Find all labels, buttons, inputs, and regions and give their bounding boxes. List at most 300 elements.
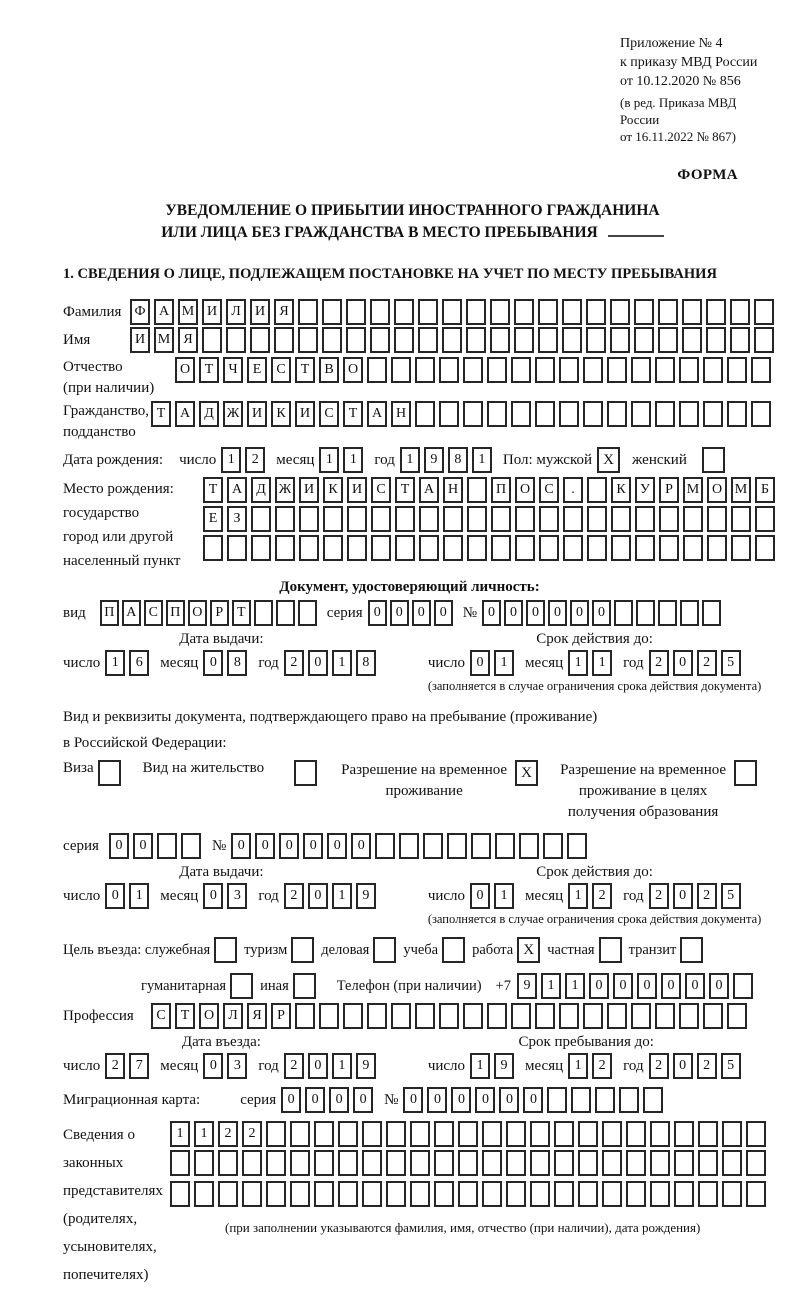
char-cell[interactable]: 9 [356,1053,376,1079]
char-cell[interactable] [439,357,459,383]
char-cell[interactable] [298,600,317,626]
char-cell[interactable] [394,327,414,353]
char-cell[interactable]: Р [659,477,679,503]
char-cell[interactable] [543,833,563,859]
char-cell[interactable] [491,506,511,532]
char-cell[interactable]: Е [203,506,223,532]
char-cell[interactable] [703,357,723,383]
char-cell[interactable] [607,1003,627,1029]
char-cell[interactable] [276,600,295,626]
char-cell[interactable]: Т [232,600,251,626]
char-cell[interactable]: Д [199,401,219,427]
char-cell[interactable] [643,1087,663,1113]
work-checkbox[interactable]: X [517,937,540,963]
char-cell[interactable] [415,1003,435,1029]
char-cell[interactable] [314,1150,334,1176]
char-cell[interactable]: И [250,299,270,325]
char-cell[interactable] [583,401,603,427]
char-cell[interactable] [595,1087,615,1113]
char-cell[interactable]: 0 [329,1087,349,1113]
char-cell[interactable] [530,1121,550,1147]
char-cell[interactable] [395,535,415,561]
char-cell[interactable] [731,535,751,561]
char-cell[interactable]: 0 [570,600,589,626]
char-cell[interactable] [490,299,510,325]
char-cell[interactable]: А [154,299,174,325]
char-cell[interactable] [619,1087,639,1113]
char-cell[interactable]: Я [247,1003,267,1029]
char-cell[interactable]: 1 [568,883,588,909]
char-cell[interactable] [727,357,747,383]
char-cell[interactable] [346,299,366,325]
char-cell[interactable] [679,401,699,427]
char-cell[interactable] [439,1003,459,1029]
study-checkbox[interactable] [442,937,465,963]
char-cell[interactable]: А [367,401,387,427]
char-cell[interactable] [295,1003,315,1029]
char-cell[interactable] [443,506,463,532]
private-checkbox[interactable] [599,937,622,963]
char-cell[interactable]: 1 [494,883,514,909]
char-cell[interactable]: 1 [568,1053,588,1079]
char-cell[interactable]: 0 [499,1087,519,1113]
char-cell[interactable] [731,506,751,532]
char-cell[interactable] [680,600,699,626]
char-cell[interactable] [679,357,699,383]
char-cell[interactable] [447,833,467,859]
char-cell[interactable] [559,357,579,383]
char-cell[interactable]: С [539,477,559,503]
char-cell[interactable]: Т [199,357,219,383]
char-cell[interactable]: Е [247,357,267,383]
char-cell[interactable] [583,357,603,383]
char-cell[interactable]: 0 [613,973,633,999]
char-cell[interactable]: И [295,401,315,427]
char-cell[interactable] [650,1121,670,1147]
char-cell[interactable]: Я [274,299,294,325]
char-cell[interactable]: Л [226,299,246,325]
char-cell[interactable] [511,357,531,383]
char-cell[interactable]: Т [343,401,363,427]
char-cell[interactable]: 9 [356,883,376,909]
char-cell[interactable] [636,600,655,626]
char-cell[interactable]: 1 [194,1121,214,1147]
char-cell[interactable]: 0 [673,883,693,909]
char-cell[interactable]: С [271,357,291,383]
char-cell[interactable] [362,1150,382,1176]
char-cell[interactable]: 1 [105,650,125,676]
char-cell[interactable]: 0 [308,1053,328,1079]
char-cell[interactable] [275,506,295,532]
char-cell[interactable] [254,600,273,626]
char-cell[interactable] [578,1121,598,1147]
char-cell[interactable] [751,357,771,383]
char-cell[interactable] [535,401,555,427]
char-cell[interactable] [419,506,439,532]
char-cell[interactable]: 0 [109,833,129,859]
char-cell[interactable]: 1 [568,650,588,676]
char-cell[interactable] [511,1003,531,1029]
char-cell[interactable]: В [319,357,339,383]
char-cell[interactable]: 2 [284,883,304,909]
char-cell[interactable]: 0 [709,973,729,999]
char-cell[interactable] [202,327,222,353]
char-cell[interactable]: 0 [685,973,705,999]
char-cell[interactable]: . [563,477,583,503]
char-cell[interactable] [338,1121,358,1147]
char-cell[interactable] [754,327,774,353]
char-cell[interactable] [506,1181,526,1207]
char-cell[interactable]: 0 [427,1087,447,1113]
char-cell[interactable]: 3 [227,883,247,909]
char-cell[interactable]: 0 [504,600,523,626]
char-cell[interactable] [367,357,387,383]
char-cell[interactable] [559,401,579,427]
char-cell[interactable]: 0 [203,1053,223,1079]
char-cell[interactable] [274,327,294,353]
char-cell[interactable] [487,357,507,383]
char-cell[interactable] [583,1003,603,1029]
char-cell[interactable] [218,1150,238,1176]
char-cell[interactable]: 0 [673,650,693,676]
char-cell[interactable] [266,1150,286,1176]
char-cell[interactable] [194,1150,214,1176]
char-cell[interactable] [443,535,463,561]
char-cell[interactable]: 0 [231,833,251,859]
char-cell[interactable] [218,1181,238,1207]
char-cell[interactable]: О [175,357,195,383]
char-cell[interactable] [319,1003,339,1029]
char-cell[interactable] [347,506,367,532]
char-cell[interactable]: А [227,477,247,503]
char-cell[interactable]: 0 [451,1087,471,1113]
char-cell[interactable] [467,535,487,561]
char-cell[interactable]: 1 [332,650,352,676]
char-cell[interactable] [683,535,703,561]
char-cell[interactable]: Т [175,1003,195,1029]
char-cell[interactable]: 0 [589,973,609,999]
char-cell[interactable]: 1 [129,883,149,909]
char-cell[interactable]: О [515,477,535,503]
char-cell[interactable]: 0 [279,833,299,859]
char-cell[interactable]: М [683,477,703,503]
char-cell[interactable] [535,357,555,383]
char-cell[interactable] [538,299,558,325]
char-cell[interactable]: О [343,357,363,383]
char-cell[interactable]: 2 [218,1121,238,1147]
char-cell[interactable] [733,973,753,999]
char-cell[interactable] [614,600,633,626]
char-cell[interactable]: 0 [470,650,490,676]
char-cell[interactable] [611,506,631,532]
char-cell[interactable] [751,401,771,427]
char-cell[interactable] [471,833,491,859]
char-cell[interactable]: 0 [305,1087,325,1113]
char-cell[interactable] [707,506,727,532]
transit-checkbox[interactable] [680,937,703,963]
char-cell[interactable] [519,833,539,859]
char-cell[interactable] [683,506,703,532]
char-cell[interactable] [658,600,677,626]
char-cell[interactable]: 2 [284,1053,304,1079]
char-cell[interactable] [674,1150,694,1176]
char-cell[interactable]: 0 [281,1087,301,1113]
char-cell[interactable] [227,535,247,561]
char-cell[interactable] [298,327,318,353]
char-cell[interactable]: 1 [400,447,420,473]
char-cell[interactable] [562,299,582,325]
char-cell[interactable] [722,1181,742,1207]
char-cell[interactable] [495,833,515,859]
char-cell[interactable] [514,327,534,353]
char-cell[interactable]: 0 [308,883,328,909]
char-cell[interactable] [370,299,390,325]
char-cell[interactable] [181,833,201,859]
char-cell[interactable] [266,1181,286,1207]
char-cell[interactable] [242,1150,262,1176]
char-cell[interactable] [371,535,391,561]
char-cell[interactable] [635,506,655,532]
char-cell[interactable] [559,1003,579,1029]
char-cell[interactable] [487,401,507,427]
char-cell[interactable]: 0 [523,1087,543,1113]
visa-checkbox[interactable] [98,760,121,786]
char-cell[interactable] [415,357,435,383]
char-cell[interactable]: 8 [227,650,247,676]
char-cell[interactable] [746,1150,766,1176]
char-cell[interactable] [746,1121,766,1147]
char-cell[interactable] [463,401,483,427]
char-cell[interactable]: О [707,477,727,503]
char-cell[interactable] [442,299,462,325]
char-cell[interactable] [586,327,606,353]
char-cell[interactable] [698,1150,718,1176]
char-cell[interactable]: 5 [721,883,741,909]
residence-permit-checkbox[interactable] [294,760,317,786]
char-cell[interactable] [674,1121,694,1147]
char-cell[interactable]: 0 [203,650,223,676]
char-cell[interactable]: Н [443,477,463,503]
char-cell[interactable] [170,1150,190,1176]
char-cell[interactable] [611,535,631,561]
male-checkbox[interactable]: X [597,447,620,473]
char-cell[interactable] [703,1003,723,1029]
char-cell[interactable] [607,401,627,427]
char-cell[interactable]: 2 [649,883,669,909]
char-cell[interactable]: 2 [592,883,612,909]
char-cell[interactable] [730,327,750,353]
char-cell[interactable] [602,1121,622,1147]
char-cell[interactable] [423,833,443,859]
char-cell[interactable] [587,477,607,503]
char-cell[interactable] [679,1003,699,1029]
char-cell[interactable]: П [491,477,511,503]
char-cell[interactable] [706,327,726,353]
char-cell[interactable]: 1 [494,650,514,676]
char-cell[interactable] [338,1150,358,1176]
char-cell[interactable] [323,535,343,561]
char-cell[interactable] [371,506,391,532]
char-cell[interactable] [631,357,651,383]
char-cell[interactable] [290,1181,310,1207]
char-cell[interactable]: Д [251,477,271,503]
char-cell[interactable]: 9 [517,973,537,999]
char-cell[interactable] [463,357,483,383]
char-cell[interactable] [347,535,367,561]
char-cell[interactable]: Ж [223,401,243,427]
char-cell[interactable]: Т [295,357,315,383]
char-cell[interactable] [323,506,343,532]
char-cell[interactable] [490,327,510,353]
char-cell[interactable] [299,535,319,561]
char-cell[interactable]: 2 [592,1053,612,1079]
char-cell[interactable]: Ж [275,477,295,503]
char-cell[interactable] [419,535,439,561]
char-cell[interactable] [482,1181,502,1207]
char-cell[interactable] [399,833,419,859]
char-cell[interactable] [434,1181,454,1207]
char-cell[interactable]: 8 [448,447,468,473]
char-cell[interactable] [362,1121,382,1147]
char-cell[interactable]: О [199,1003,219,1029]
char-cell[interactable] [538,327,558,353]
char-cell[interactable]: О [188,600,207,626]
char-cell[interactable] [610,299,630,325]
char-cell[interactable]: 2 [697,1053,717,1079]
char-cell[interactable] [610,327,630,353]
char-cell[interactable]: 0 [353,1087,373,1113]
char-cell[interactable]: 0 [592,600,611,626]
char-cell[interactable]: А [419,477,439,503]
char-cell[interactable] [634,327,654,353]
char-cell[interactable] [706,299,726,325]
char-cell[interactable] [755,506,775,532]
char-cell[interactable] [299,506,319,532]
char-cell[interactable]: М [731,477,751,503]
char-cell[interactable]: 9 [494,1053,514,1079]
char-cell[interactable]: 0 [637,973,657,999]
char-cell[interactable]: К [271,401,291,427]
char-cell[interactable]: 0 [327,833,347,859]
char-cell[interactable] [434,1121,454,1147]
char-cell[interactable] [650,1181,670,1207]
char-cell[interactable]: 2 [649,1053,669,1079]
char-cell[interactable]: 6 [129,650,149,676]
char-cell[interactable] [515,535,535,561]
char-cell[interactable] [410,1150,430,1176]
char-cell[interactable]: П [166,600,185,626]
char-cell[interactable]: Т [203,477,223,503]
char-cell[interactable] [530,1150,550,1176]
char-cell[interactable] [338,1181,358,1207]
char-cell[interactable] [626,1181,646,1207]
female-checkbox[interactable] [702,447,725,473]
char-cell[interactable] [458,1150,478,1176]
char-cell[interactable]: И [247,401,267,427]
char-cell[interactable] [655,357,675,383]
char-cell[interactable] [722,1121,742,1147]
char-cell[interactable]: 0 [470,883,490,909]
char-cell[interactable] [650,1150,670,1176]
char-cell[interactable] [727,1003,747,1029]
char-cell[interactable]: 8 [356,650,376,676]
char-cell[interactable]: 2 [697,883,717,909]
char-cell[interactable]: 1 [592,650,612,676]
char-cell[interactable]: 0 [351,833,371,859]
char-cell[interactable]: 1 [319,447,339,473]
char-cell[interactable]: 0 [303,833,323,859]
char-cell[interactable] [571,1087,591,1113]
char-cell[interactable]: И [130,327,150,353]
char-cell[interactable] [391,357,411,383]
char-cell[interactable]: С [144,600,163,626]
char-cell[interactable]: 2 [105,1053,125,1079]
char-cell[interactable] [659,506,679,532]
char-cell[interactable]: 0 [475,1087,495,1113]
char-cell[interactable]: Р [210,600,229,626]
char-cell[interactable] [491,535,511,561]
char-cell[interactable] [298,299,318,325]
char-cell[interactable]: 1 [472,447,492,473]
char-cell[interactable] [391,1003,411,1029]
char-cell[interactable] [655,1003,675,1029]
char-cell[interactable]: 1 [332,1053,352,1079]
char-cell[interactable]: 5 [721,650,741,676]
char-cell[interactable]: 0 [368,600,387,626]
char-cell[interactable]: И [299,477,319,503]
char-cell[interactable] [386,1150,406,1176]
char-cell[interactable]: А [122,600,141,626]
char-cell[interactable] [395,506,415,532]
char-cell[interactable] [410,1181,430,1207]
char-cell[interactable] [466,299,486,325]
char-cell[interactable]: 1 [221,447,241,473]
char-cell[interactable] [755,535,775,561]
char-cell[interactable] [367,1003,387,1029]
char-cell[interactable]: 0 [203,883,223,909]
char-cell[interactable] [674,1181,694,1207]
char-cell[interactable] [530,1181,550,1207]
char-cell[interactable] [386,1181,406,1207]
char-cell[interactable] [563,535,583,561]
char-cell[interactable] [415,401,435,427]
char-cell[interactable]: 0 [403,1087,423,1113]
char-cell[interactable] [439,401,459,427]
char-cell[interactable] [467,477,487,503]
char-cell[interactable] [698,1121,718,1147]
char-cell[interactable] [602,1150,622,1176]
char-cell[interactable] [394,299,414,325]
char-cell[interactable]: 0 [526,600,545,626]
char-cell[interactable] [707,535,727,561]
char-cell[interactable] [250,327,270,353]
char-cell[interactable]: К [323,477,343,503]
char-cell[interactable]: Б [755,477,775,503]
char-cell[interactable]: 0 [105,883,125,909]
char-cell[interactable] [251,506,271,532]
char-cell[interactable]: 0 [390,600,409,626]
char-cell[interactable] [410,1121,430,1147]
char-cell[interactable] [314,1121,334,1147]
char-cell[interactable] [514,299,534,325]
char-cell[interactable]: 0 [308,650,328,676]
char-cell[interactable]: 0 [673,1053,693,1079]
humanitarian-checkbox[interactable] [230,973,253,999]
char-cell[interactable] [634,299,654,325]
char-cell[interactable]: 0 [661,973,681,999]
official-checkbox[interactable] [214,937,237,963]
char-cell[interactable]: 1 [565,973,585,999]
